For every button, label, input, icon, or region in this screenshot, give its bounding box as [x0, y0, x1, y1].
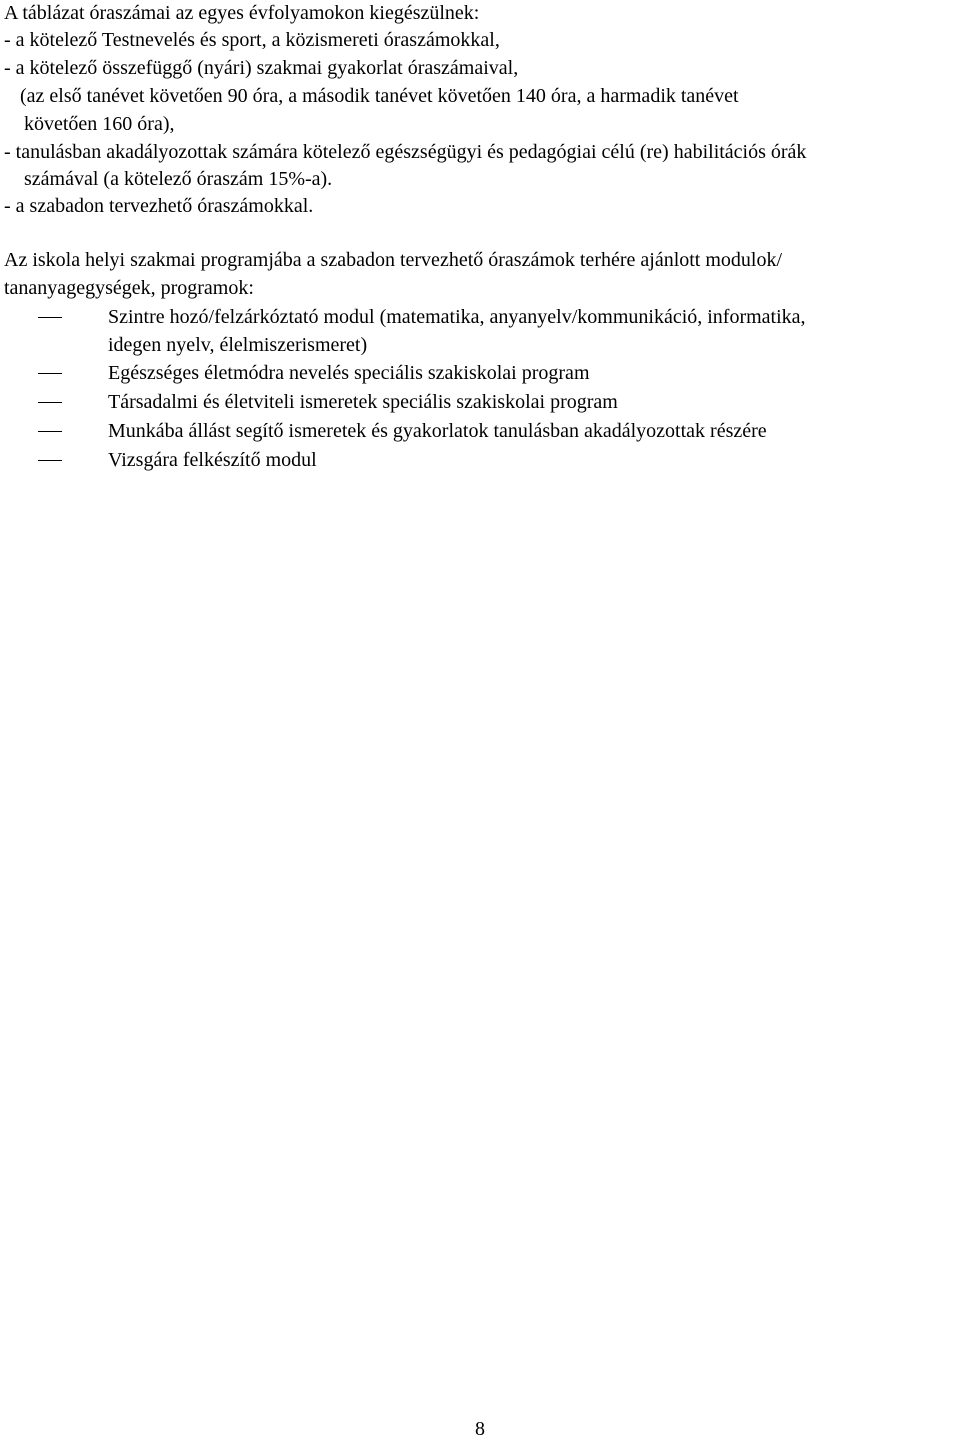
intro-item: - a kötelező Testnevelés és sport, a közismereti óraszámokkal, — [4, 29, 500, 51]
list-item: Társadalmi és életviteli ismeretek speciális szakiskolai program — [108, 391, 618, 413]
list-item: Munkába állást segítő ismeretek és gyakorlatok tanulásban akadályozottak részére — [108, 420, 767, 442]
list-dash — [38, 373, 62, 374]
page-number: 8 — [475, 1418, 485, 1440]
list-item-cont: idegen nyelv, élelmiszerismeret) — [108, 334, 368, 356]
intro-item: számával (a kötelező óraszám 15%-a). — [24, 168, 333, 190]
list-item: Egészséges életmódra nevelés speciális szakiskolai program — [108, 362, 590, 384]
intro-item: követően 160 óra), — [24, 113, 175, 135]
intro-item: - tanulásban akadályozottak számára kötelező egészségügyi és pedagógiai célú (re) habilitációs órák — [4, 141, 807, 163]
list-dash — [38, 317, 62, 318]
list-item: Szintre hozó/felzárkóztató modul (matematika, anyanyelv/kommunikáció, informatika, — [108, 306, 806, 328]
programs-intro-cont: tananyagegységek, programok: — [4, 277, 254, 299]
intro-heading: A táblázat óraszámai az egyes évfolyamokon kiegészülnek: — [4, 2, 480, 24]
intro-item: (az első tanévet követően 90 óra, a második tanévet követően 140 óra, a harmadik tanévet — [20, 85, 739, 107]
list-dash — [38, 460, 62, 461]
list-dash — [38, 402, 62, 403]
list-dash — [38, 431, 62, 432]
intro-item: - a szabadon tervezhető óraszámokkal. — [4, 195, 314, 217]
intro-item: - a kötelező összefüggő (nyári) szakmai gyakorlat óraszámaival, — [4, 57, 519, 79]
list-item: Vizsgára felkészítő modul — [108, 449, 317, 471]
programs-intro: Az iskola helyi szakmai programjába a szabadon tervezhető óraszámok terhére ajánlott modulok/ — [4, 249, 783, 271]
